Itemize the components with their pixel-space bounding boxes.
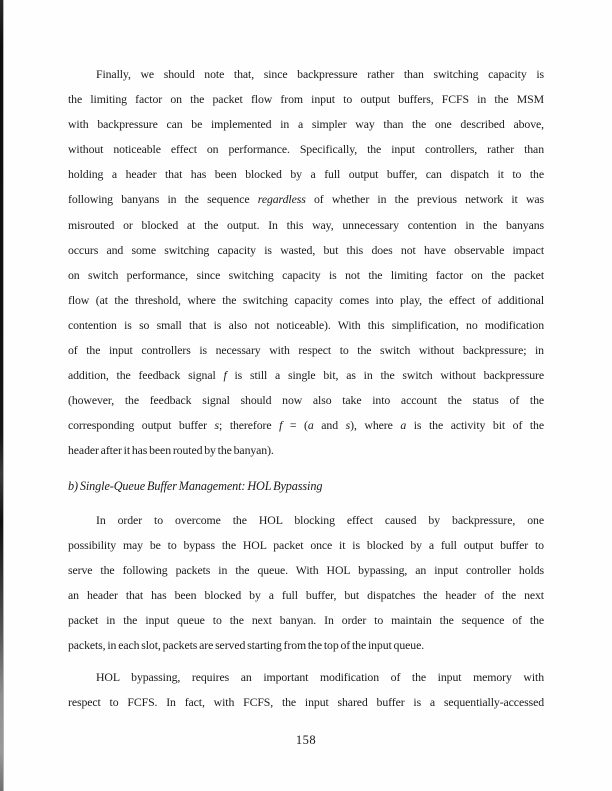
italic-text-run: a bbox=[307, 418, 314, 433]
text-run: the limiting factor on the packet flow from input to output buffers, FCFS in the MSM bbox=[68, 92, 544, 107]
paragraph-hol-bypassing-intro bbox=[68, 508, 544, 659]
text-run: Finally, we should note that, since backpressure rather than switching capacity is bbox=[96, 67, 544, 81]
text-run: holding a header that has been blocked by a full output buffer, can dispatch it to the bbox=[68, 167, 544, 182]
text-run: serve the following packets in the queue. With HOL bypassing, an input controller holds bbox=[68, 562, 544, 577]
text-line bbox=[68, 608, 544, 633]
text-run: corresponding output buffer bbox=[68, 418, 215, 433]
italic-text-run: b) Single-Queue Buffer Management: HOL Bypassing bbox=[68, 478, 323, 493]
text-run: and bbox=[313, 418, 346, 433]
text-line bbox=[68, 533, 544, 558]
text-line bbox=[68, 388, 544, 413]
paragraph-backpressure-fcfs bbox=[68, 62, 544, 464]
text-run: an header that has been blocked by a full buffer, but dispatches the header of the next bbox=[68, 587, 544, 602]
text-run: addition, the feedback signal bbox=[68, 368, 224, 383]
section-heading-hol-bypassing bbox=[68, 474, 544, 499]
text-run: ), where bbox=[350, 418, 401, 433]
text-line bbox=[68, 238, 544, 263]
text-line bbox=[68, 213, 544, 238]
italic-text-run: s bbox=[214, 418, 220, 433]
text-line bbox=[68, 313, 544, 338]
text-run: with backpressure can be implemented in a simpler way than the one described above, bbox=[68, 117, 544, 132]
text-run: possibility may be to bypass the HOL packet once it is blocked by a full output buffer to bbox=[68, 537, 544, 552]
italic-text-run: f bbox=[279, 418, 283, 433]
text-run: on switch performance, since switching capacity is not the limiting factor on the packet bbox=[68, 267, 544, 282]
text-run: ; therefore bbox=[219, 418, 280, 433]
paragraph-input-memory-modification bbox=[68, 665, 544, 715]
text-run: In order to overcome the HOL blocking effect caused by backpressure, one bbox=[96, 512, 544, 527]
text-run: following banyans in the sequence bbox=[68, 192, 258, 207]
text-line bbox=[68, 690, 544, 715]
text-run: respect to FCFS. In fact, with FCFS, the input shared buffer is a sequentially-accessed bbox=[68, 695, 544, 710]
text-line bbox=[68, 508, 544, 533]
text-run: packets, in each slot, packets are served starting from the top of the input queue. bbox=[68, 638, 425, 653]
text-line bbox=[68, 558, 544, 583]
text-line bbox=[68, 87, 544, 112]
scan-edge-artifact bbox=[0, 0, 3, 791]
text-line bbox=[68, 413, 544, 438]
text-run: occurs and some switching capacity is wasted, but this does not have observable impact bbox=[68, 242, 544, 257]
text-run: of the input controllers is necessary with respect to the switch without backpressure; in bbox=[68, 343, 544, 358]
text-line bbox=[68, 62, 544, 87]
text-line bbox=[68, 162, 544, 187]
text-line bbox=[68, 187, 544, 212]
text-run: is the activity bit of the bbox=[406, 418, 544, 433]
text-line bbox=[68, 633, 544, 658]
text-line bbox=[68, 137, 544, 162]
page-text bbox=[68, 62, 544, 715]
text-line bbox=[68, 583, 544, 608]
text-run: misrouted or blocked at the output. In this way, unnecessary contention in the banyans bbox=[68, 217, 544, 232]
text-run: HOL bypassing, requires an important modification of the input memory with bbox=[96, 670, 544, 685]
text-line bbox=[68, 665, 544, 690]
text-line bbox=[68, 363, 544, 388]
italic-text-run: s bbox=[345, 418, 351, 433]
text-run: (however, the feedback signal should now also take into account the status of the bbox=[68, 393, 544, 408]
text-line bbox=[68, 474, 544, 499]
italic-text-run: f bbox=[223, 368, 227, 383]
text-run: flow (at the threshold, where the switching capacity comes into play, the effect of additional bbox=[68, 292, 544, 307]
text-run: without noticeable effect on performance. Specifically, the input controllers, rather than bbox=[68, 142, 544, 157]
text-run: is still a single bit, as in the switch without backpressure bbox=[226, 368, 544, 383]
text-line bbox=[68, 338, 544, 363]
text-line bbox=[68, 263, 544, 288]
text-line bbox=[68, 438, 544, 463]
text-line bbox=[68, 112, 544, 137]
text-run: = ( bbox=[282, 418, 308, 433]
page-number: 158 bbox=[295, 733, 317, 747]
italic-text-run: a bbox=[400, 418, 407, 433]
italic-text-run: regardless bbox=[257, 192, 306, 207]
text-run: contention is so small that is also not noticeable). With this simplification, no modification bbox=[68, 317, 544, 332]
text-run: packet in the input queue to the next banyan. In order to maintain the sequence of the bbox=[68, 612, 544, 627]
text-line bbox=[68, 288, 544, 313]
text-run: header after it has been routed by the banyan). bbox=[68, 443, 274, 458]
text-run: of whether in the previous network it was bbox=[305, 192, 544, 207]
